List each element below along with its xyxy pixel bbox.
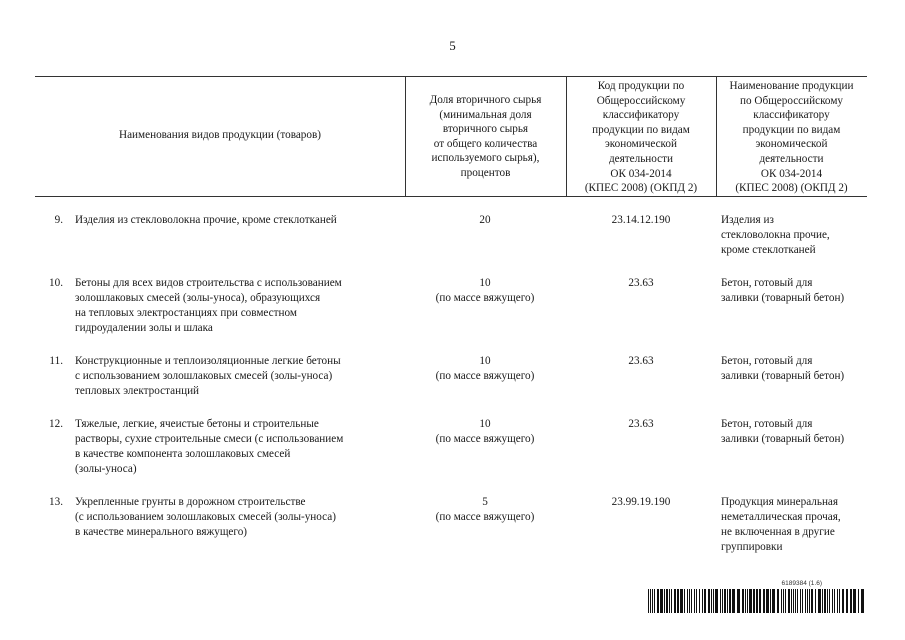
- barcode-bar: [708, 589, 710, 613]
- header-line: Код продукции по: [597, 80, 685, 92]
- product-name-line: Изделия из стекловолокна прочие, кроме стеклотканей: [75, 214, 337, 226]
- barcode-bar: [660, 589, 663, 613]
- barcode-bar: [797, 589, 798, 613]
- okpd-title-line: Продукция минеральная: [721, 496, 839, 508]
- header-line: классификатору: [753, 109, 830, 122]
- header-line: деятельности: [759, 152, 824, 165]
- barcode-bar: [802, 589, 803, 613]
- barcode-bar: [770, 589, 771, 613]
- secondary-share-line: 20: [479, 214, 491, 226]
- row-number: 11.: [49, 355, 63, 367]
- barcode-bar: [749, 589, 752, 613]
- barcode-bar: [834, 589, 835, 613]
- secondary-share: [405, 495, 565, 525]
- okpd-title-line: не включенная в другие: [721, 526, 835, 538]
- product-name-line: (золы-уноса): [75, 463, 137, 475]
- product-name-line: тепловых электростанций: [75, 385, 200, 397]
- header-line: (КПЕС 2008) (ОКПД 2): [584, 182, 698, 195]
- secondary-share-line: 10: [479, 355, 491, 367]
- barcode-bar: [699, 589, 700, 613]
- barcode-bar: [791, 589, 792, 613]
- product-name-line: в качестве минерального вяжущего): [75, 526, 248, 538]
- barcode-bar: [811, 589, 813, 613]
- row-number: 10.: [49, 277, 63, 289]
- header-line: классификатору: [602, 109, 680, 122]
- barcode-bar: [759, 589, 761, 613]
- okpd-code: 23.63: [628, 277, 654, 289]
- header-line: ОК 034-2014: [610, 167, 672, 180]
- header-line: по Общероссийскому: [740, 94, 843, 107]
- barcode-bar: [691, 589, 692, 613]
- product-name-line: Укрепленные грунты в дорожном строительстве: [75, 496, 306, 508]
- okpd-title-line: Бетон, готовый для: [721, 277, 813, 289]
- barcode-bar: [737, 589, 740, 613]
- barcode-bar: [809, 589, 810, 613]
- row-number: 12.: [49, 418, 63, 430]
- secondary-share-line: 10: [479, 277, 491, 289]
- okpd-title-line: Бетон, готовый для: [721, 355, 813, 367]
- barcode-bar: [704, 589, 706, 613]
- okpd-title-line: заливки (товарный бетон): [721, 292, 845, 304]
- barcode-bar: [652, 589, 653, 613]
- header-line: продукции по видам: [742, 123, 841, 136]
- table-row: [0, 213, 905, 276]
- barcode-bar: [842, 589, 844, 613]
- table-row: [0, 276, 905, 354]
- header-product-name: Наименования видов продукции (товаров): [119, 129, 321, 141]
- barcode-bar: [684, 589, 685, 613]
- barcode-bar: [807, 589, 808, 613]
- barcode-bar: [832, 589, 833, 613]
- secondary-share-line: (по массе вяжущего): [435, 370, 535, 382]
- table-top-border: [35, 76, 867, 77]
- table-row: [0, 354, 905, 417]
- barcode-bars: [648, 589, 866, 613]
- okpd-title-line: заливки (товарный бетон): [721, 433, 845, 445]
- barcode-bar: [846, 589, 848, 613]
- okpd-title-line: Изделия из: [721, 214, 774, 226]
- okpd-title: [721, 354, 871, 384]
- header-line: Общероссийскому: [596, 94, 686, 107]
- product-name: [75, 276, 405, 336]
- product-name-line: с использованием золошлаковых смесей (золы-уноса): [75, 370, 333, 382]
- barcode-label: 6189384 (1.6): [781, 580, 822, 587]
- secondary-share: [405, 354, 565, 384]
- barcode-bar: [742, 589, 744, 613]
- header-line: Доля вторичного сырья: [429, 94, 542, 106]
- okpd-code: 23.63: [628, 418, 654, 430]
- barcode-bar: [720, 589, 721, 613]
- header-line: от общего количества: [433, 137, 538, 150]
- okpd-title-line: группировки: [721, 541, 783, 553]
- barcode-bar: [657, 589, 659, 613]
- barcode-bar: [654, 589, 655, 613]
- barcode-bar: [669, 589, 670, 613]
- barcode-bar: [795, 589, 796, 613]
- product-name-line: растворы, сухие строительные смеси (с использованием: [75, 433, 344, 445]
- barcode-bar: [724, 589, 726, 613]
- barcode-bar: [671, 589, 672, 613]
- barcode-bar: [729, 589, 731, 613]
- barcode-bar: [650, 589, 651, 613]
- secondary-share-line: 10: [479, 418, 491, 430]
- barcode-bar: [711, 589, 712, 613]
- table-row: [0, 495, 905, 573]
- secondary-share-line: 5: [482, 496, 488, 508]
- header-okpd-title: [716, 79, 867, 196]
- product-name-line: Тяжелые, легкие, ячеистые бетоны и строительные: [75, 418, 319, 430]
- header-line: экономической: [605, 138, 677, 151]
- barcode-bar: [837, 589, 838, 613]
- barcode-bar: [666, 589, 668, 613]
- okpd-title-line: стекловолокна прочие,: [721, 229, 830, 241]
- barcode-bar: [824, 589, 826, 613]
- okpd-code: 23.99.19.190: [611, 496, 671, 508]
- header-secondary-share: [405, 93, 566, 181]
- okpd-code: 23.63: [628, 355, 654, 367]
- table-row: [0, 417, 905, 495]
- secondary-share-line: (по массе вяжущего): [435, 433, 535, 445]
- header-bottom-border: [35, 196, 867, 197]
- secondary-share: [405, 213, 565, 228]
- barcode-bar: [822, 589, 823, 613]
- page-number: 5: [449, 38, 456, 53]
- header-line: деятельности: [608, 152, 674, 165]
- header-line: (КПЕС 2008) (ОКПД 2): [735, 182, 848, 195]
- product-name-line: Конструкционные и теплоизоляционные легкие бетоны: [75, 355, 341, 367]
- header-line: используемого сырья),: [431, 152, 540, 165]
- barcode-bar: [839, 589, 840, 613]
- okpd-title: [721, 213, 871, 258]
- barcode-bar: [829, 589, 830, 613]
- header-line: (минимальная доля: [439, 108, 532, 121]
- barcode-bar: [766, 589, 769, 613]
- secondary-share-line: (по массе вяжущего): [435, 292, 535, 304]
- product-name-line: в качестве компонента золошлаковых смесей: [75, 448, 291, 460]
- barcode-bar: [664, 589, 665, 613]
- product-name: [75, 417, 405, 477]
- barcode-bar: [763, 589, 765, 613]
- row-number: 9.: [54, 214, 63, 226]
- header-line: экономической: [755, 138, 828, 151]
- barcode-bar: [696, 589, 697, 613]
- barcode-bar: [715, 589, 718, 613]
- barcode-bar: [722, 589, 723, 613]
- barcode-bar: [815, 589, 816, 613]
- barcode-bar: [680, 589, 683, 613]
- secondary-share: [405, 276, 565, 306]
- barcode-bar: [674, 589, 676, 613]
- header-line: продукции по видам: [592, 123, 690, 136]
- okpd-title: [721, 495, 871, 555]
- barcode-bar: [850, 589, 852, 613]
- okpd-code: 23.14.12.190: [611, 214, 671, 226]
- product-name-line: на тепловых электростанциях при совместном: [75, 307, 297, 319]
- header-okpd-code: [566, 79, 716, 196]
- barcode-bar: [687, 589, 688, 613]
- product-name: [75, 354, 405, 399]
- product-name-line: (с использованием золошлаковых смесей (золы-уноса): [75, 511, 336, 523]
- header-line: ОК 034-2014: [760, 167, 823, 180]
- product-name-line: гидроудалении золы и шлака: [75, 322, 213, 334]
- barcode-bar: [772, 589, 775, 613]
- header-line: Наименование продукции: [729, 80, 854, 92]
- product-name-line: Бетоны для всех видов строительства с использованием: [75, 277, 342, 289]
- okpd-title: [721, 276, 871, 306]
- barcode-bar: [747, 589, 748, 613]
- header-line: вторичного сырья: [442, 123, 529, 136]
- barcode-bar: [777, 589, 779, 613]
- barcode-bar: [781, 589, 782, 613]
- barcode-bar: [800, 589, 801, 613]
- barcode-bar: [756, 589, 758, 613]
- barcode-bar: [648, 589, 649, 613]
- okpd-title: [721, 417, 871, 447]
- barcode-bar: [689, 589, 690, 613]
- barcode-bar: [861, 589, 864, 613]
- barcode-bar: [727, 589, 728, 613]
- barcode-bar: [732, 589, 735, 613]
- barcode-bar: [793, 589, 794, 613]
- barcode-bar: [713, 589, 714, 613]
- header-line: процентов: [460, 166, 511, 179]
- okpd-title-line: кроме стеклотканей: [721, 244, 816, 256]
- barcode-bar: [677, 589, 679, 613]
- barcode-bar: [785, 589, 786, 613]
- product-name: [75, 495, 405, 540]
- product-name: [75, 213, 405, 228]
- product-name-line: золошлаковых смесей (золы-уноса), образующихся: [75, 292, 321, 304]
- barcode-bar: [788, 589, 790, 613]
- okpd-title-line: Бетон, готовый для: [721, 418, 813, 430]
- barcode-bar: [783, 589, 784, 613]
- barcode-bar: [753, 589, 755, 613]
- barcode-bar: [853, 589, 856, 613]
- barcode: [648, 580, 866, 614]
- secondary-share-line: (по массе вяжущего): [435, 511, 535, 523]
- okpd-title-line: неметаллическая прочая,: [721, 511, 841, 523]
- row-number: 13.: [49, 496, 63, 508]
- okpd-title-line: заливки (товарный бетон): [721, 370, 845, 382]
- barcode-bar: [702, 589, 703, 613]
- barcode-bar: [745, 589, 746, 613]
- barcode-bar: [805, 589, 806, 613]
- product-table-body: [0, 213, 905, 573]
- barcode-bar: [818, 589, 821, 613]
- secondary-share: [405, 417, 565, 447]
- barcode-bar: [858, 589, 859, 613]
- barcode-bar: [694, 589, 695, 613]
- barcode-bar: [827, 589, 828, 613]
